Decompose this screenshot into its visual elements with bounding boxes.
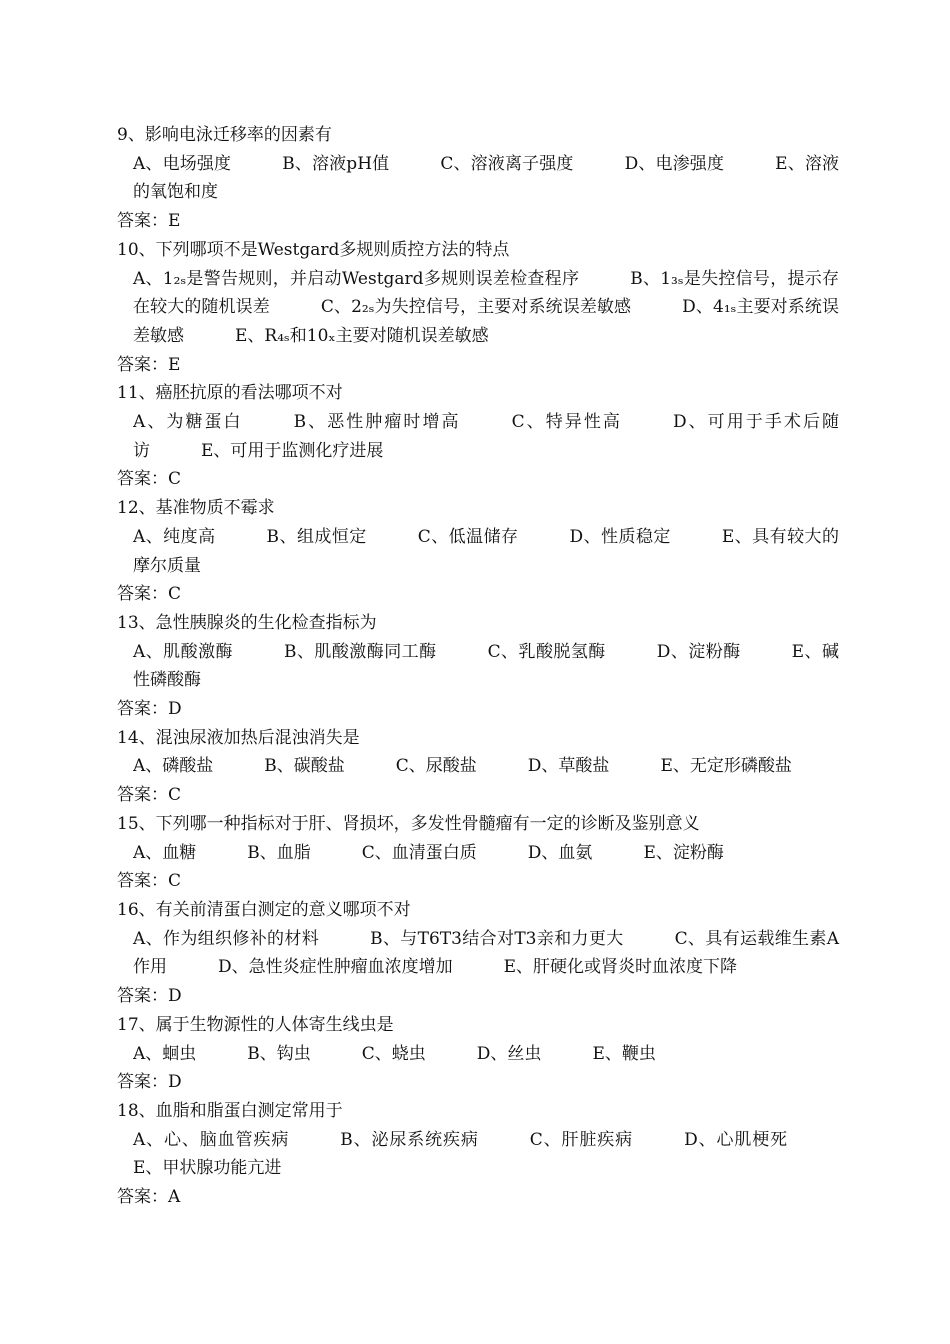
option-a: A、肌酸激酶: [133, 641, 233, 662]
option-list: [117, 265, 839, 351]
question-list: [117, 121, 839, 1212]
question-text: 17、属于生物源性的人体寄生线虫是: [117, 1014, 394, 1035]
question-block: [117, 1011, 839, 1097]
question-block: [117, 121, 839, 236]
option-e: E、甲状腺功能亢进: [133, 1158, 282, 1179]
question-text: 9、影响电泳迁移率的因素有: [117, 125, 332, 145]
option-a: A、蛔虫: [133, 1043, 197, 1064]
question-block: [117, 494, 839, 609]
option-list: [117, 523, 839, 580]
option-e: E、溶液的氧饱和度: [133, 153, 839, 203]
option-list: [117, 1040, 839, 1069]
option-e: E、淀粉酶: [643, 842, 724, 863]
question-text: 15、下列哪一种指标对于肝、肾损坏，多发性骨髓瘤有一定的诊断及鉴别意义: [117, 813, 700, 834]
answer-text: 答案：D: [117, 986, 182, 1007]
question-text: 14、混浊尿液加热后混浊消失是: [117, 727, 360, 748]
option-d: D、心肌梗死: [684, 1129, 788, 1150]
question-block: [117, 609, 839, 724]
option-d: D、血氨: [527, 842, 593, 863]
question-text: 13、急性胰腺炎的生化检查指标为: [117, 612, 377, 633]
option-a: A、纯度高: [133, 526, 216, 547]
option-list: [117, 925, 839, 982]
option-list: [117, 150, 839, 207]
option-list: [117, 752, 839, 781]
answer-text: 答案：A: [117, 1187, 181, 1208]
question-block: [117, 1097, 839, 1212]
question-block: [117, 379, 839, 494]
option-c: C、乳酸脱氢酶: [487, 641, 606, 662]
option-list: [117, 638, 839, 695]
question-block: [117, 810, 839, 896]
option-b: B、肌酸激酶同工酶: [284, 641, 437, 662]
option-d: D、可用于手术后随访: [133, 412, 839, 461]
option-list: [117, 839, 839, 868]
option-a: A、心、脑血管疾病: [133, 1129, 290, 1150]
option-a: A、电场强度: [133, 153, 232, 174]
option-a: A、血糖: [133, 842, 197, 863]
answer-text: 答案：E: [117, 354, 181, 375]
option-b: B、1₃ₛ是失控信号，提示存在较大的随机误差: [133, 268, 839, 318]
option-c: C、尿酸盐: [395, 756, 477, 777]
option-b: B、碳酸盐: [264, 756, 345, 777]
answer-text: 答案：C: [117, 584, 182, 605]
option-a: A、1₂ₛ是警告规则，并启动Westgard多规则误差检查程序: [133, 268, 580, 289]
option-c: C、肝脏疾病: [529, 1129, 634, 1150]
option-b: B、组成恒定: [266, 526, 367, 547]
option-d: D、电渗强度: [624, 153, 725, 174]
option-d: D、性质稳定: [569, 526, 671, 547]
option-b: B、恶性肿瘤时增高: [293, 412, 461, 433]
option-d: D、淀粉酶: [656, 641, 741, 662]
option-b: B、溶液pH值: [282, 153, 390, 174]
option-c: C、特异性高: [511, 412, 622, 433]
option-a: A、作为组织修补的材料: [133, 928, 320, 949]
answer-text: 答案：C: [117, 871, 182, 892]
question-block: [117, 724, 839, 810]
option-d: D、4₁ₛ主要对系统误差敏感: [133, 297, 839, 346]
option-d: D、草酸盐: [527, 756, 610, 777]
answer-text: 答案：E: [117, 211, 181, 232]
question-text: 12、基准物质不霉求: [117, 498, 275, 519]
option-e: E、无定形磷酸盐: [660, 756, 792, 777]
option-list: [117, 1126, 839, 1183]
answer-text: 答案：D: [117, 699, 182, 720]
option-c: C、蛲虫: [361, 1043, 426, 1064]
option-c: C、血清蛋白质: [361, 842, 477, 863]
question-block: [117, 896, 839, 1011]
option-list: [117, 408, 839, 465]
option-e: E、可用于监测化疗进展: [201, 440, 384, 461]
option-a: A、磷酸盐: [133, 756, 214, 777]
option-e: E、具有较大的摩尔质量: [133, 526, 839, 576]
option-b: B、钩虫: [247, 1043, 311, 1064]
option-e: E、鞭虫: [592, 1043, 656, 1064]
option-d: D、丝虫: [476, 1043, 542, 1064]
option-e: E、R₄ₛ和10ₓ主要对随机误差敏感: [235, 325, 489, 346]
option-e: E、碱性磷酸酶: [133, 641, 839, 691]
option-c: C、具有运载维生素A作用: [133, 928, 839, 978]
question-text: 18、血脂和脂蛋白测定常用于: [117, 1100, 343, 1121]
question-text: 10、下列哪项不是Westgard多规则质控方法的特点: [117, 239, 510, 260]
option-c: C、2₂ₛ为失控信号，主要对系统误差敏感: [320, 297, 632, 318]
question-text: 11、癌胚抗原的看法哪项不对: [117, 383, 343, 404]
option-c: C、低温储存: [417, 526, 519, 547]
option-b: B、与T6T3结合对T3亲和力更大: [370, 928, 624, 949]
option-a: A、为糖蛋白: [133, 412, 243, 433]
option-b: B、泌尿系统疾病: [340, 1129, 479, 1150]
option-e: E、肝硬化或肾炎时血浓度下降: [503, 957, 738, 978]
answer-text: 答案：C: [117, 469, 182, 490]
question-text: 16、有关前清蛋白测定的意义哪项不对: [117, 899, 411, 920]
option-c: C、溶液离子强度: [440, 153, 574, 174]
option-b: B、血脂: [247, 842, 311, 863]
answer-text: 答案：C: [117, 785, 182, 806]
question-block: [117, 236, 839, 380]
option-d: D、急性炎症性肿瘤血浓度增加: [218, 957, 453, 978]
answer-text: 答案：D: [117, 1072, 182, 1093]
